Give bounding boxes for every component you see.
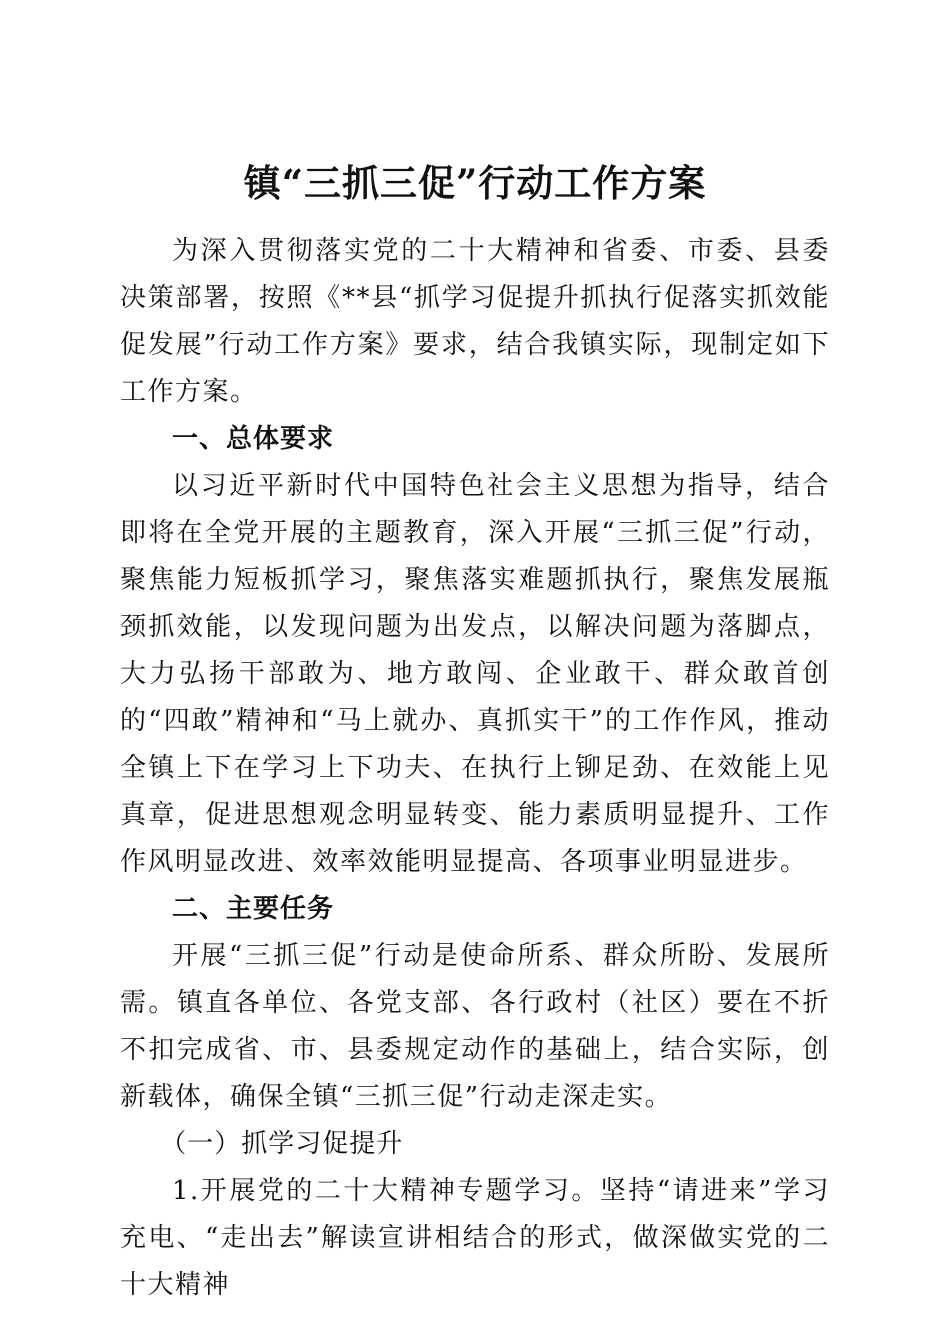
task-item-paragraph: 1.开展党的二十大精神专题学习。坚持“请进来”学习充电、“走出去”解读宣讲相结合的形式，做深做实党的二十大精神 (120, 1176, 830, 1300)
document-body (120, 228, 830, 1309)
intro-paragraph: 为深入贯彻落实党的二十大精神和省委、市委、县委决策部署，按照《**县“抓学习促提升抓执行促落实抓效能促发展”行动工作方案》要求，结合我镇实际，现制定如下工作方案。 (120, 236, 830, 407)
main-tasks-paragraph: 开展“三抓三促”行动是使命所系、群众所盼、发展所需。镇直各单位、各党支部、各行政村（社区）要在不折不扣完成省、市、县委规定动作的基础上，结合实际，创新载体，确保全镇“三抓三促”行动走深走实。 (120, 941, 830, 1112)
document-title: 镇“三抓三促”行动工作方案 (243, 160, 707, 205)
general-requirements-paragraph: 以习近平新时代中国特色社会主义思想为指导，结合即将在全党开展的主题教育，深入开展“三抓三促”行动，聚焦能力短板抓学习，聚焦落实难题抓执行，聚焦发展瓶颈抓效能，以发现问题为出发点，以解决问题为落脚点，大力弘扬干部敢为、地方敢闯、企业敢干、群众敢首创的“四敢”精神和“马上就办、真抓实干”的工作作风，推动全镇上下在学习上下功夫、在执行上铆足劲、在效能上见真章，促进思想观念明显转变、能力素质明显提升、工作作风明显改进、效率效能明显提高、各项事业明显进步。 (120, 471, 830, 877)
section-heading-general-requirements: 一、总体要求 (172, 424, 335, 454)
section-heading-main-tasks: 二、主要任务 (172, 894, 335, 924)
subsection-heading-study: （一）抓学习促提升 (160, 1129, 404, 1159)
